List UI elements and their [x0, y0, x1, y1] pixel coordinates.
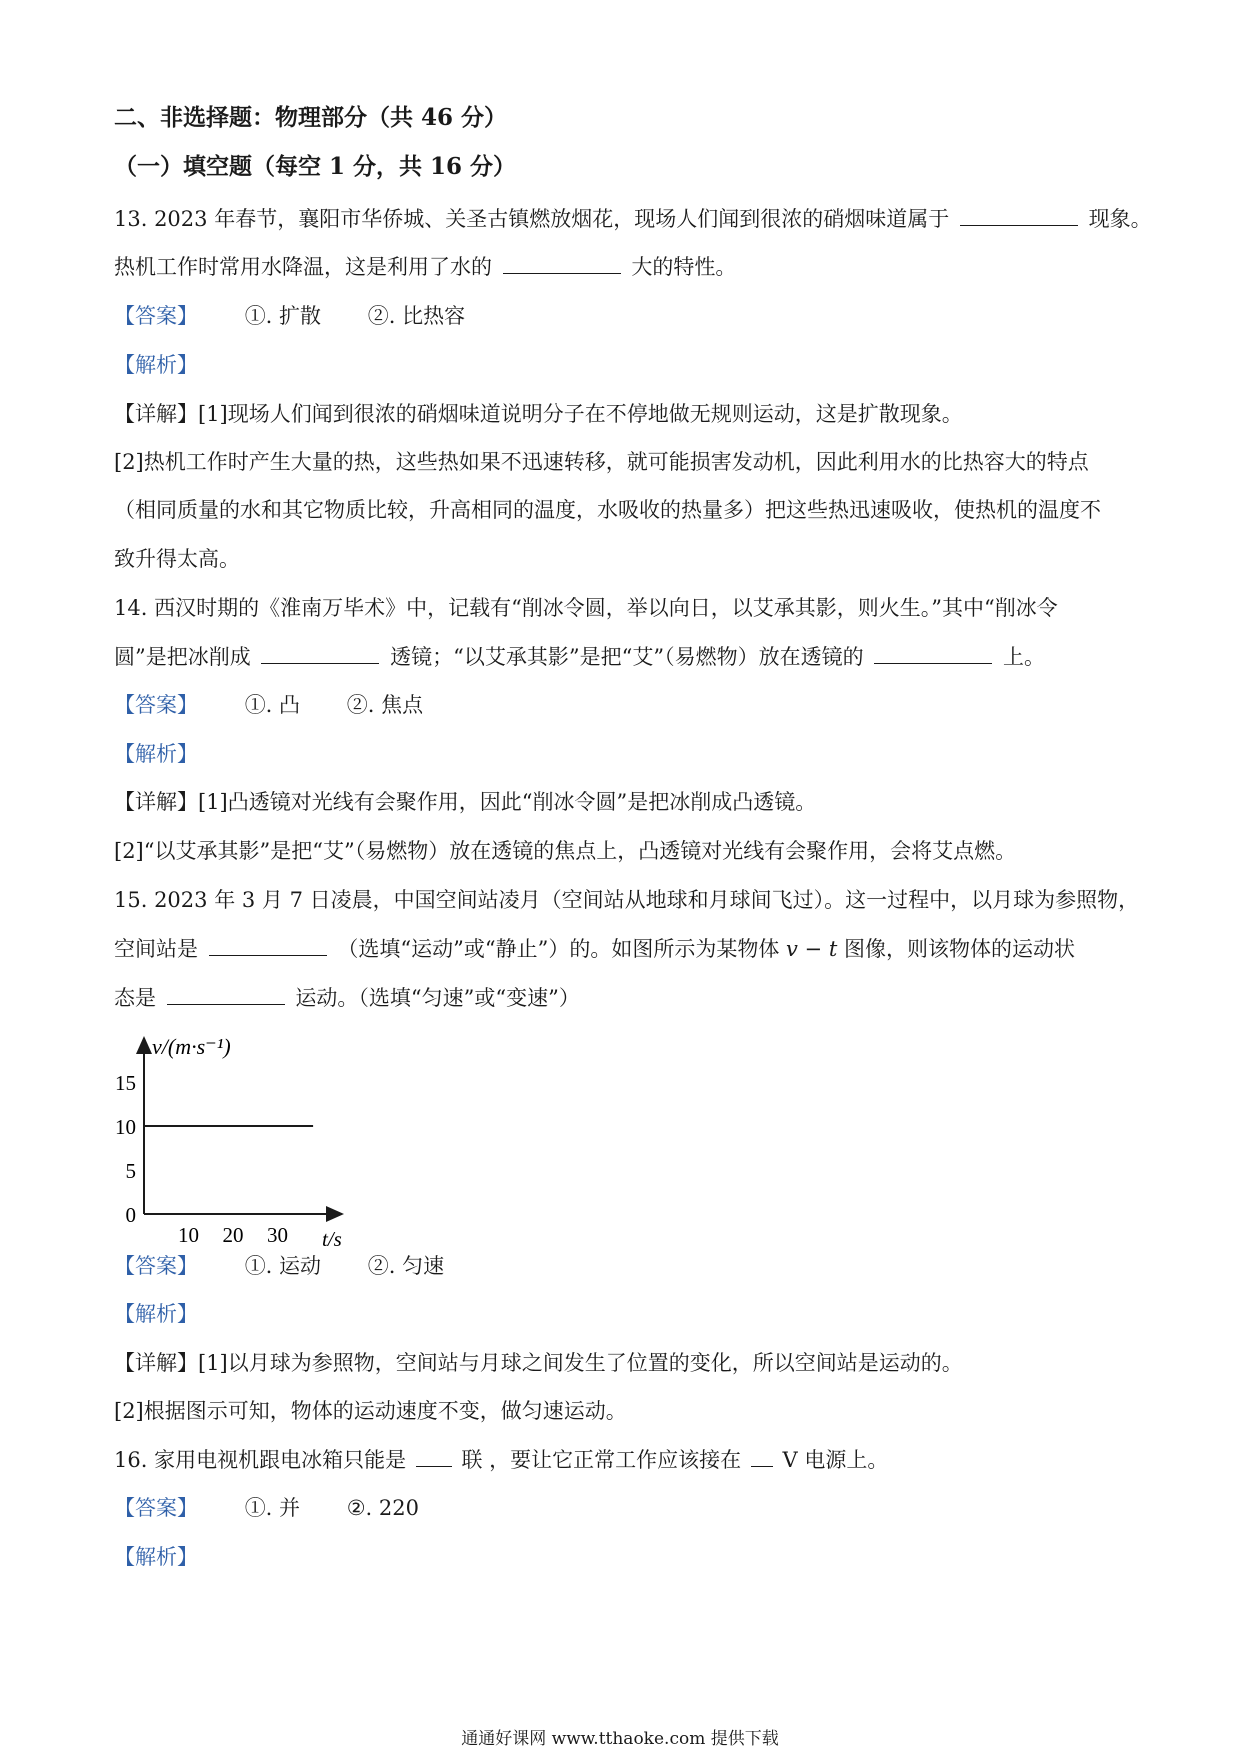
q13-text-a: 13. 2023 年春节，襄阳市华侨城、关圣古镇燃放烟花，现场人们闻到很浓的硝烟味道属于 — [114, 207, 950, 231]
y-tick-label: 10 — [115, 1115, 136, 1139]
section-title: 二、非选择题：物理部分（共 46 分） — [114, 104, 508, 131]
q15-text-a: 空间站是 — [114, 937, 198, 961]
answer-label: 【答案】 — [114, 693, 198, 717]
subsection-title: （一）填空题（每空 1 分，共 16 分） — [114, 153, 517, 180]
q13-line-2 — [114, 253, 736, 281]
q15-vt-symbol: v − t — [786, 937, 838, 961]
q13-line-1 — [114, 205, 1152, 233]
q14-line-1: 14. 西汉时期的《淮南万毕术》中，记载有“削冰令圆，举以向日，以艾承其影，则火生。”其中“削冰令 — [114, 596, 1058, 620]
q16-text-b: 联 — [461, 1448, 483, 1472]
q13-text-d: 大的特性。 — [631, 255, 737, 279]
q16-analysis-label: 【解析】 — [114, 1545, 198, 1569]
answer-label: 【答案】 — [114, 1496, 198, 1520]
q15-answer-1: ①. 运动 — [244, 1254, 322, 1278]
answer-label: 【答案】 — [114, 1254, 198, 1278]
q13-blank-2[interactable] — [503, 253, 621, 274]
q14-line-2 — [114, 643, 1045, 671]
y-axis-label: v/(m·s⁻¹) — [152, 1034, 231, 1059]
q14-answer-2: ②. 焦点 — [346, 693, 424, 717]
y-tick-label: 0 — [125, 1203, 136, 1227]
x-tick-label: 30 — [267, 1223, 288, 1247]
x-tick-label: 20 — [222, 1223, 244, 1247]
x-axis-label: t/s — [322, 1227, 342, 1250]
y-tick-label: 5 — [125, 1159, 136, 1183]
q15-detail-text-1: [1]以月球为参照物，空间站与月球之间发生了位置的变化，所以空间站是运动的。 — [198, 1351, 963, 1375]
q14-blank-2[interactable] — [874, 643, 992, 664]
q13-answer-row — [114, 302, 465, 330]
q13-answer-1: ①. 扩散 — [244, 304, 322, 328]
q15-detail-1 — [114, 1349, 963, 1377]
q15-answer-2: ②. 匀速 — [367, 1254, 445, 1278]
q16-text-a: 16. 家用电视机跟电冰箱只能是 — [114, 1448, 407, 1472]
q14-text-c: 上。 — [1002, 645, 1045, 669]
q13-answer-2: ②. 比热容 — [367, 304, 466, 328]
q13-detail-text-1: [1]现场人们闻到很浓的硝烟味道说明分子在不停地做无规则运动，这是扩散现象。 — [198, 402, 963, 426]
q13-detail-2: [2]热机工作时产生大量的热，这些热如果不迅速转移，就可能损害发动机，因此利用水的比热容大的特点 — [114, 450, 1089, 474]
q16-text-d: V 电源上。 — [782, 1448, 889, 1472]
q14-blank-1[interactable] — [261, 643, 379, 664]
detail-label: 【详解】 — [114, 1351, 198, 1375]
q15-answer-row — [114, 1252, 444, 1280]
vt-chart — [100, 1020, 360, 1250]
q14-detail-text-1: [1]凸透镜对光线有会聚作用，因此“削冰令圆”是把冰削成凸透镜。 — [198, 790, 817, 814]
q16-text-c: ，要让它正常工作应该接在 — [489, 1448, 742, 1472]
q14-detail-2: [2]“以艾承其影”是把“艾”（易燃物）放在透镜的焦点上，凸透镜对光线有会聚作用，会将艾点燃。 — [114, 839, 1017, 863]
q16-answer-1: ①. 并 — [244, 1496, 301, 1520]
detail-label: 【详解】 — [114, 402, 198, 426]
q13-detail-3: （相同质量的水和其它物质比较，升高相同的温度，水吸收的热量多）把这些热迅速吸收，使热机的温度不 — [114, 498, 1101, 522]
q14-answer-1: ①. 凸 — [244, 693, 301, 717]
q15-text-c: 图像，则该物体的运动状 — [843, 937, 1075, 961]
q15-line-3 — [114, 984, 580, 1012]
answer-label: 【答案】 — [114, 304, 198, 328]
q15-line-1: 15. 2023 年 3 月 7 日凌晨，中国空间站凌月（空间站从地球和月球间飞过）。这一过程中，以月球为参照物， — [114, 888, 1140, 912]
q15-analysis-label: 【解析】 — [114, 1302, 198, 1326]
q14-text-b: 透镜；“以艾承其影”是把“艾”（易燃物）放在透镜的 — [390, 645, 864, 669]
q15-detail-2: [2]根据图示可知，物体的运动速度不变，做匀速运动。 — [114, 1399, 627, 1423]
q16-blank-2[interactable] — [751, 1446, 773, 1467]
q16-line-1 — [114, 1446, 888, 1474]
q15-text-e: 运动。（选填“匀速”或“变速”） — [295, 986, 580, 1010]
detail-label: 【详解】 — [114, 790, 198, 814]
q13-detail-4: 致升得太高。 — [114, 547, 240, 571]
q16-answer-2: ②. 220 — [346, 1496, 419, 1520]
q15-text-b: （选填“运动”或“静止”）的。如图所示为某物体 — [337, 937, 780, 961]
q13-text-c: 热机工作时常用水降温，这是利用了水的 — [114, 255, 492, 279]
q15-blank-2[interactable] — [167, 984, 285, 1005]
q14-detail-1 — [114, 788, 816, 816]
q13-text-b: 现象。 — [1088, 207, 1152, 231]
q14-analysis-label: 【解析】 — [114, 742, 198, 766]
q15-blank-1[interactable] — [209, 935, 327, 956]
q14-text-a: 圆”是把冰削成 — [114, 645, 251, 669]
q13-blank-1[interactable] — [960, 205, 1078, 226]
q13-detail-1 — [114, 400, 963, 428]
q13-analysis-label: 【解析】 — [114, 353, 198, 377]
x-tick-label: 10 — [178, 1223, 199, 1247]
q16-blank-1[interactable] — [416, 1446, 452, 1467]
y-tick-label: 15 — [115, 1071, 136, 1095]
q15-text-d: 态是 — [114, 986, 156, 1010]
q14-answer-row — [114, 691, 423, 719]
q16-answer-row — [114, 1494, 419, 1522]
footer-watermark: 通通好课网 www.tthaoke.com 提供下载 — [461, 1729, 779, 1749]
q15-line-2 — [114, 935, 1075, 963]
